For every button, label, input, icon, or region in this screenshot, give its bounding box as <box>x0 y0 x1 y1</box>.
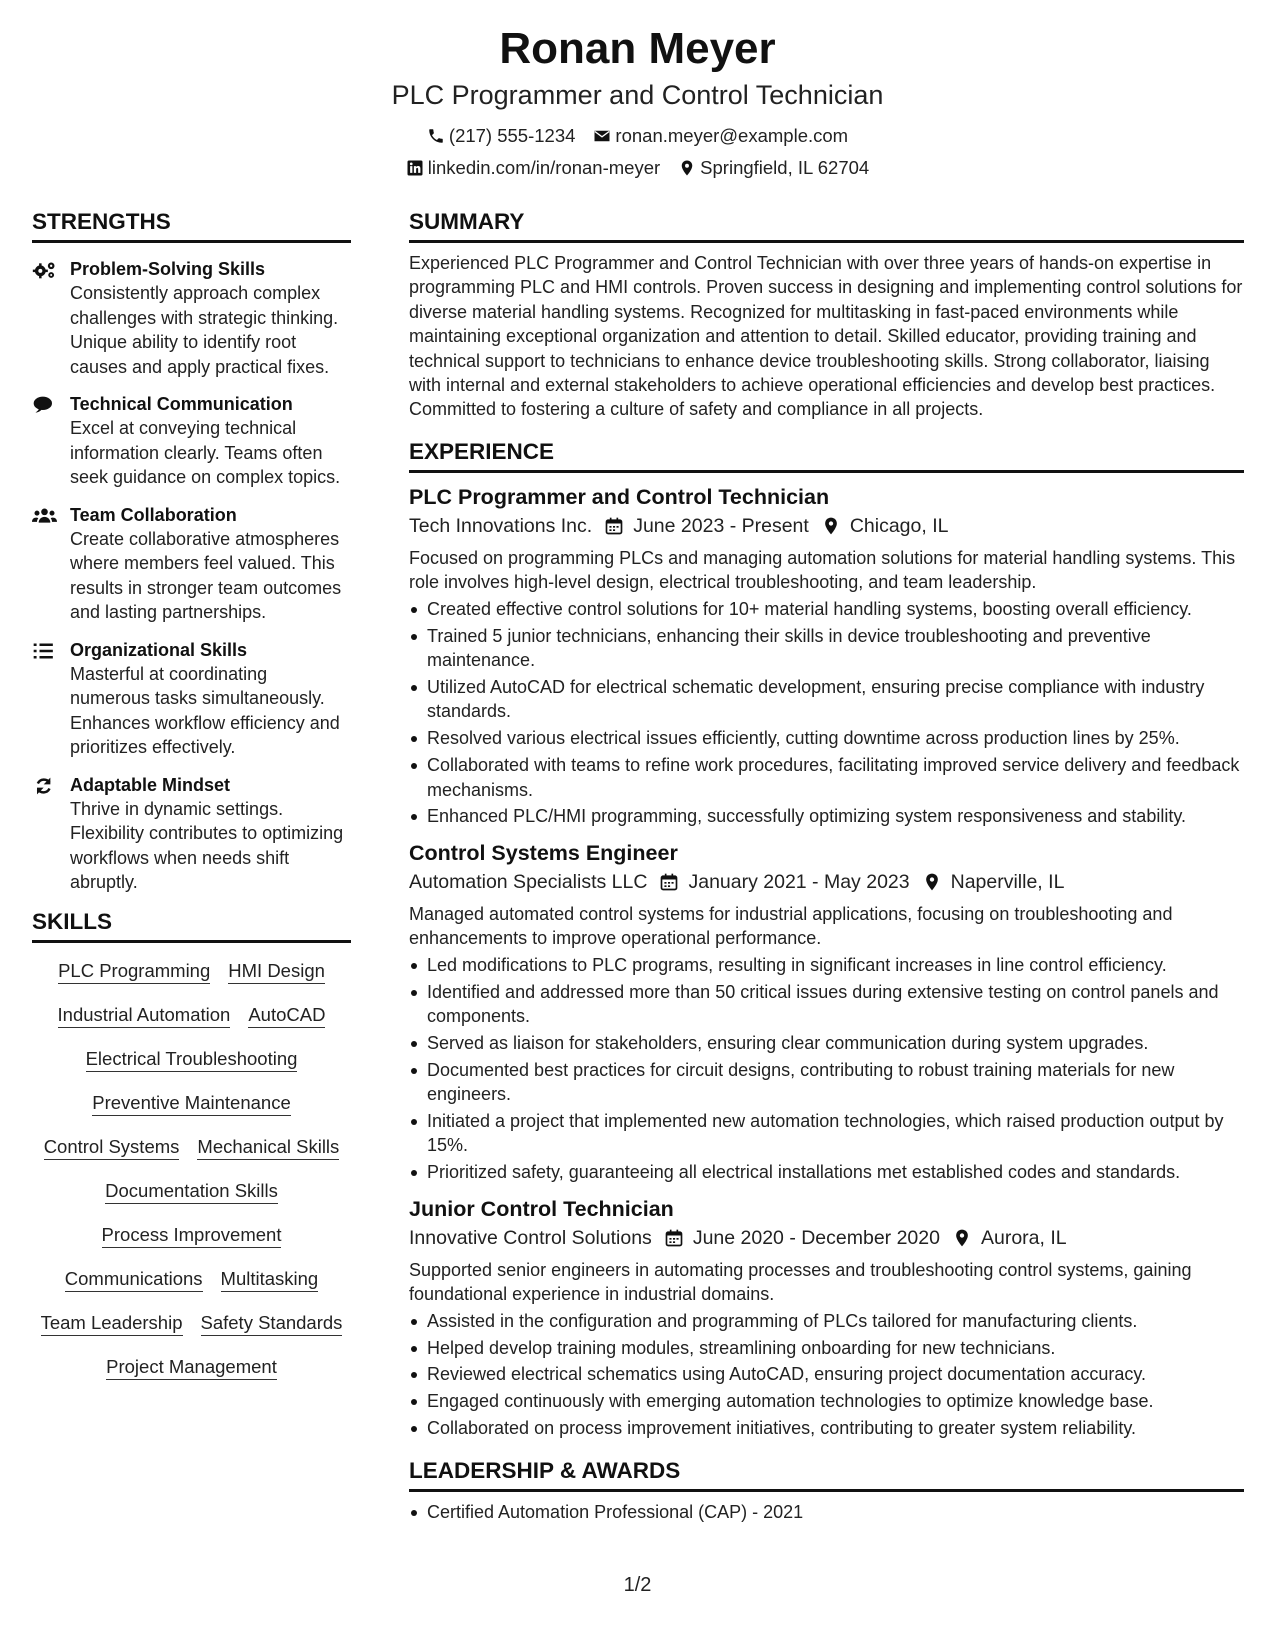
map-pin-icon <box>821 516 841 536</box>
bullet-item: Trained 5 junior technicians, enhancing their skills in device troubleshooting and preventive maintenance. <box>409 624 1244 673</box>
strengths-list <box>32 257 351 895</box>
strength-title: Adaptable Mindset <box>70 774 231 795</box>
skill-row <box>44 1135 340 1160</box>
calendar-icon <box>659 872 679 892</box>
bullet-item: Collaborated on process improvement initiatives, contributing to greater system reliability. <box>409 1416 1244 1440</box>
resume-header <box>0 22 1275 179</box>
skill-row <box>58 959 325 984</box>
skill-tag: Multitasking <box>221 1267 319 1292</box>
skill-tag: Process Improvement <box>102 1223 282 1248</box>
users-icon <box>32 506 57 526</box>
bullet-item: Served as liaison for stakeholders, ensuring clear communication during system upgrades. <box>409 1031 1244 1055</box>
bullet-item: Engaged continuously with emerging automation technologies to optimize knowledge base. <box>409 1389 1244 1413</box>
summary-heading: SUMMARY <box>409 208 1244 243</box>
bullet-item: Enhanced PLC/HMI programming, successfully optimizing system responsiveness and stability. <box>409 804 1244 828</box>
strength-desc: Thrive in dynamic settings. Flexibility contributes to optimizing workflows when needs shift abruptly. <box>70 798 344 892</box>
company-name: Tech Innovations Inc. <box>409 514 593 537</box>
envelope-icon <box>593 127 611 145</box>
award-item: Certified Automation Professional (CAP) - 2021 <box>409 1500 1244 1524</box>
list-icon <box>32 641 57 661</box>
job-title: PLC Programmer and Control Technician <box>409 484 830 509</box>
skill-tag: Safety Standards <box>201 1311 343 1336</box>
calendar-icon <box>604 516 624 536</box>
job-entry <box>409 1195 1244 1441</box>
job-meta <box>409 512 1244 540</box>
map-pin-icon <box>952 1228 972 1248</box>
job-bullets <box>409 1309 1244 1441</box>
contact-row-2 <box>0 157 1275 179</box>
job-title: Control Systems Engineer <box>409 840 678 865</box>
strength-item <box>32 257 351 379</box>
left-column <box>32 208 351 1380</box>
strength-item <box>32 773 351 895</box>
company-name: Innovative Control Solutions <box>409 1226 652 1249</box>
email-text[interactable]: ronan.meyer@example.com <box>615 125 849 146</box>
speech-bubble-icon <box>32 395 57 415</box>
linkedin-text[interactable]: linkedin.com/in/ronan-meyer <box>427 157 661 178</box>
skill-tag: Electrical Troubleshooting <box>86 1047 298 1072</box>
strengths-heading: STRENGTHS <box>32 208 351 243</box>
skill-row <box>102 1223 282 1248</box>
skill-row <box>105 1179 278 1204</box>
awards-list <box>409 1500 1244 1524</box>
company-name: Automation Specialists LLC <box>409 870 648 893</box>
skill-tag: Communications <box>65 1267 203 1292</box>
sync-icon <box>32 776 57 796</box>
job-dates: January 2021 - May 2023 <box>688 870 910 893</box>
skill-tag: Industrial Automation <box>58 1003 231 1028</box>
skill-row <box>86 1047 298 1072</box>
skill-row <box>65 1267 318 1292</box>
contact-location <box>678 157 869 179</box>
job-dates: June 2023 - Present <box>633 514 809 537</box>
job-description: Focused on programming PLCs and managing automation solutions for material handling systems. This role involves high-level design, electrical troubleshooting, and team leadership. <box>409 547 1236 593</box>
right-column <box>409 208 1244 1527</box>
bullet-item: Documented best practices for circuit designs, contributing to robust training materials for new engineers. <box>409 1058 1244 1107</box>
bullet-item: Prioritized safety, guaranteeing all electrical installations met established codes and standards. <box>409 1160 1244 1184</box>
map-pin-icon <box>678 159 696 177</box>
contact-email[interactable] <box>593 125 848 147</box>
strength-title: Team Collaboration <box>70 504 237 525</box>
skill-row <box>92 1091 290 1116</box>
strength-item <box>32 638 351 760</box>
skill-row <box>106 1355 277 1380</box>
job-meta <box>409 868 1244 896</box>
bullet-item: Helped develop training modules, streamlining onboarding for new technicians. <box>409 1336 1244 1360</box>
strength-title: Problem-Solving Skills <box>70 259 266 279</box>
strength-desc: Masterful at coordinating numerous tasks simultaneously. Enhances workflow efficiency and prioritizes effectively. <box>70 663 340 757</box>
skill-row <box>58 1003 326 1028</box>
job-title: Junior Control Technician <box>409 1196 674 1221</box>
bullet-item: Collaborated with teams to refine work procedures, facilitating improved service delivery and feedback mechanisms. <box>409 753 1244 802</box>
strength-item <box>32 392 351 490</box>
experience-heading: EXPERIENCE <box>409 438 1244 473</box>
job-bullets <box>409 597 1244 829</box>
bullet-item: Assisted in the configuration and programming of PLCs tailored for manufacturing clients. <box>409 1309 1244 1333</box>
skill-tag: Team Leadership <box>41 1311 183 1336</box>
job-description: Supported senior engineers in automating processes and troubleshooting control systems, gaining foundational experience in industrial domains. <box>409 1259 1192 1305</box>
job-location: Naperville, IL <box>950 870 1065 893</box>
strength-title: Organizational Skills <box>70 639 248 660</box>
location-text: Springfield, IL 62704 <box>700 157 870 178</box>
job-location: Chicago, IL <box>849 514 949 537</box>
contact-row-1 <box>0 125 1275 147</box>
bullet-item: Utilized AutoCAD for electrical schematic development, ensuring precise compliance with industry standards. <box>409 675 1244 724</box>
candidate-headline: PLC Programmer and Control Technician <box>391 80 884 110</box>
job-dates: June 2020 - December 2020 <box>692 1226 940 1249</box>
strength-desc: Consistently approach complex challenges with strategic thinking. Unique ability to identify root causes and apply practical fixes. <box>70 283 339 377</box>
linkedin-icon <box>406 159 424 177</box>
job-location: Aurora, IL <box>980 1226 1067 1249</box>
phone-text: (217) 555-1234 <box>448 125 576 146</box>
contact-linkedin[interactable] <box>406 157 660 179</box>
job-meta <box>409 1224 1244 1252</box>
skill-tag: Control Systems <box>44 1135 180 1160</box>
strength-title: Technical Communication <box>70 394 293 414</box>
bullet-item: Identified and addressed more than 50 critical issues during extensive testing on control panels and components. <box>409 980 1244 1029</box>
skill-tag: Documentation Skills <box>105 1179 278 1204</box>
job-entry <box>409 483 1244 829</box>
calendar-icon <box>664 1228 684 1248</box>
strength-item <box>32 503 351 625</box>
contact-phone <box>427 125 576 147</box>
summary-text: Experienced PLC Programmer and Control Technician with over three years of hands-on expertise in programming PLC and HMI controls. Proven success in designing and implementing control solutions for diverse material handling systems. Recognized for multitasking in fast-paced environments while maintaining exceptional organization and attention to detail. Skilled educator, providing training and technical support to technicians to enhance device troubleshooting skills. Strong collaborator, liaising with internal and external stakeholders to achieve operational efficiencies and develop best practices. Committed to fostering a culture of safety and compliance in all projects. <box>409 253 1243 420</box>
bullet-item: Resolved various electrical issues efficiently, cutting downtime across production lines by 25%. <box>409 726 1244 750</box>
skill-row <box>41 1311 343 1336</box>
skill-tag: Preventive Maintenance <box>92 1091 290 1116</box>
job-entry <box>409 839 1244 1185</box>
job-bullets <box>409 953 1244 1185</box>
map-pin-icon <box>922 872 942 892</box>
skill-tag: AutoCAD <box>248 1003 325 1028</box>
candidate-name: Ronan Meyer <box>499 24 776 73</box>
strength-desc: Create collaborative atmospheres where members feel valued. This results in stronger team outcomes and lasting partnerships. <box>70 528 342 622</box>
skill-tag: HMI Design <box>228 959 325 984</box>
job-description: Managed automated control systems for industrial applications, focusing on troubleshooting and enhancements to improve operational performance. <box>409 903 1173 949</box>
gears-icon <box>32 260 57 280</box>
page-number: 1/2 <box>623 1574 652 1596</box>
bullet-item: Led modifications to PLC programs, resulting in significant increases in line control efficiency. <box>409 953 1244 977</box>
skill-tag: Project Management <box>106 1355 277 1380</box>
skill-tag: Mechanical Skills <box>197 1135 339 1160</box>
skills-heading: SKILLS <box>32 908 351 943</box>
strength-desc: Excel at conveying technical information clearly. Teams often seek guidance on complex topics. <box>70 418 341 487</box>
bullet-item: Created effective control solutions for 10+ material handling systems, boosting overall efficiency. <box>409 597 1244 621</box>
skills-list <box>32 959 351 1380</box>
phone-icon <box>427 127 445 145</box>
bullet-item: Reviewed electrical schematics using AutoCAD, ensuring project documentation accuracy. <box>409 1362 1244 1386</box>
bullet-item: Initiated a project that implemented new automation technologies, which raised production output by 15%. <box>409 1109 1244 1158</box>
awards-heading: LEADERSHIP & AWARDS <box>409 1457 1244 1492</box>
skill-tag: PLC Programming <box>58 959 210 984</box>
